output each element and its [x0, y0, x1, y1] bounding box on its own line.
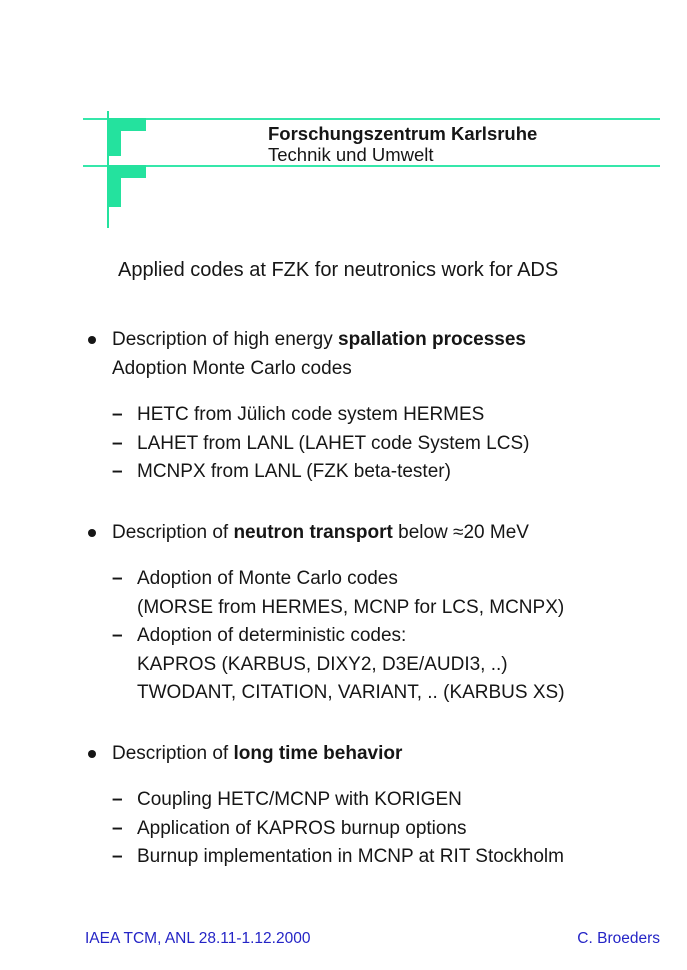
logo-stem-bottom: [108, 165, 121, 207]
lead-line: [0, 740, 687, 769]
sub-item-line: [0, 594, 687, 623]
header-rule-bottom: [83, 165, 660, 167]
bullet-dot-icon: [88, 750, 96, 758]
content-sections: [0, 326, 687, 872]
dash-marker-icon: –: [112, 789, 123, 810]
sub-item-line: [0, 622, 687, 651]
sub-item-text: (MORSE from HERMES, MCNP for LCS, MCNPX): [137, 596, 565, 618]
org-name: Forschungszentrum Karlsruhe: [268, 123, 538, 144]
lead-text-bold: spallation processes: [338, 329, 526, 350]
bullet-section-1: [0, 326, 687, 487]
sub-item-line: [0, 430, 687, 459]
logo-stem-top: [108, 118, 121, 156]
org-block: [268, 123, 537, 165]
lead-line: [0, 519, 687, 548]
section-lead: [0, 740, 687, 769]
sub-item-line: [0, 458, 687, 487]
org-subtitle: Technik und Umwelt: [268, 144, 434, 165]
lead-text-bold: neutron transport: [233, 521, 393, 543]
page-title: Applied codes at FZK for neutronics work for ADS: [118, 259, 559, 281]
dash-marker-icon: –: [112, 817, 123, 839]
dash-marker-icon: –: [112, 461, 123, 482]
lead-text: Description of high energy: [112, 329, 339, 350]
dash-marker-icon: –: [112, 846, 123, 867]
lead-text: Description of: [112, 521, 234, 543]
lead-text: Adoption Monte Carlo codes: [112, 357, 352, 379]
sub-item-text: Adoption of deterministic codes:: [137, 625, 407, 646]
bullet-section-2: [0, 519, 687, 708]
bullet-dot-icon: [88, 529, 96, 537]
sub-item-text: Application of KAPROS burnup options: [137, 817, 467, 839]
section-lead: [0, 519, 687, 548]
sub-item-line: [0, 651, 687, 680]
sub-item-text: HETC from Jülich code system HERMES: [137, 404, 485, 425]
lead-text-bold: long time behavior: [233, 742, 403, 764]
sub-item-text: KAPROS (KARBUS, DIXY2, D3E/AUDI3, ..): [137, 653, 508, 675]
header-rule-top: [83, 118, 660, 120]
section-items: [0, 786, 687, 872]
dash-marker-icon: –: [112, 432, 123, 454]
sub-item-text: Burnup implementation in MCNP at RIT Stockholm: [137, 846, 564, 867]
dash-marker-icon: –: [112, 625, 123, 646]
section-items: [0, 565, 687, 708]
section-items: [0, 401, 687, 487]
lead-line: [0, 326, 687, 355]
sub-item-text: MCNPX from LANL (FZK beta-tester): [137, 461, 451, 482]
footer-conference: IAEA TCM, ANL 28.11-1.12.2000: [85, 930, 311, 947]
sub-item-text: TWODANT, CITATION, VARIANT, .. (KARBUS XS): [137, 682, 565, 703]
lead-text: Description of: [112, 742, 234, 764]
bullet-dot-icon: [88, 336, 96, 344]
sub-item-line: [0, 843, 687, 872]
lead-line: [0, 355, 687, 384]
sub-item-line: [0, 401, 687, 430]
sub-item-text: Coupling HETC/MCNP with KORIGEN: [137, 789, 462, 810]
sub-item-line: [0, 815, 687, 844]
sub-item-text: Adoption of Monte Carlo codes: [137, 568, 398, 589]
section-lead: [0, 326, 687, 383]
footer-author: C. Broeders: [577, 930, 660, 947]
sub-item-line: [0, 786, 687, 815]
sub-item-text: LAHET from LANL (LAHET code System LCS): [137, 432, 530, 454]
bullet-section-3: [0, 740, 687, 872]
sub-item-line: [0, 679, 687, 708]
lead-text: below ≈20 MeV: [392, 521, 529, 543]
sub-item-line: [0, 565, 687, 594]
dash-marker-icon: –: [112, 404, 123, 425]
dash-marker-icon: –: [112, 568, 123, 589]
